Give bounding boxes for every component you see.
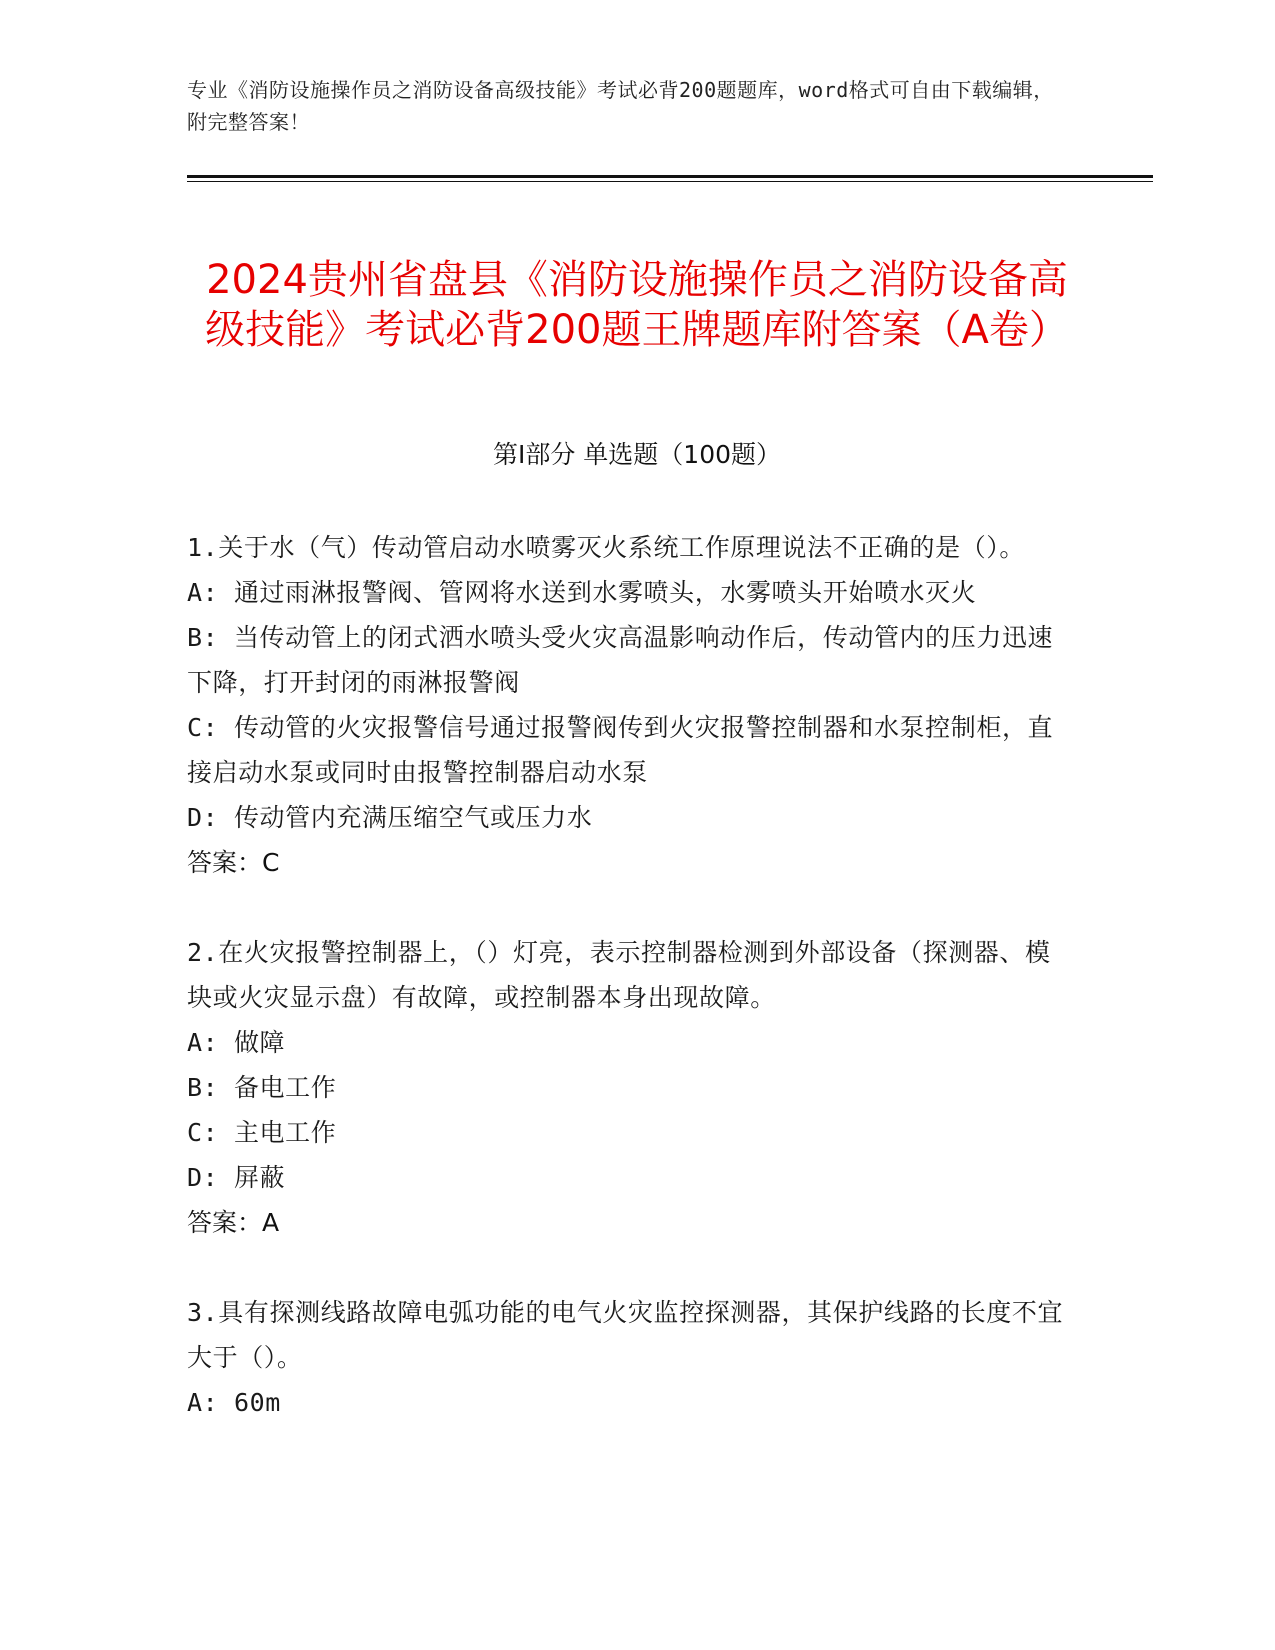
header-note: 专业《消防设施操作员之消防设备高级技能》考试必背200题题库，word格式可自由下载编辑，附完整答案！ xyxy=(187,78,1054,134)
option-b: B: 当传动管上的闭式洒水喷头受火灾高温影响动作后，传动管内的压力迅速下降，打开封闭的雨淋报警阀 xyxy=(187,623,1054,697)
option-a: A: 60m xyxy=(187,1388,281,1417)
header-divider-thick xyxy=(187,175,1153,178)
option-a: A: 做障 xyxy=(187,1028,286,1057)
header-divider-thin xyxy=(187,181,1153,182)
question-1 xyxy=(187,525,1067,885)
option-c: C: 主电工作 xyxy=(187,1118,337,1147)
question-stem: 3.具有探测线路故障电弧功能的电气火灾监控探测器，其保护线路的长度不宜大于（）。 xyxy=(187,1298,1064,1372)
option-a: A: 通过雨淋报警阀、管网将水送到水雾喷头，水雾喷头开始喷水灭火 xyxy=(187,578,977,607)
question-stem: 2.在火灾报警控制器上，（）灯亮，表示控制器检测到外部设备（探测器、模块或火灾显示盘）有故障，或控制器本身出现故障。 xyxy=(187,938,1051,1012)
document-title: 2024贵州省盘县《消防设施操作员之消防设备高级技能》考试必背200题王牌题库附答案（A卷） xyxy=(205,256,1069,353)
answer-line: 答案：C xyxy=(187,848,280,877)
question-stem: 1.关于水（气）传动管启动水喷雾灭火系统工作原理说法不正确的是（）。 xyxy=(187,533,1026,562)
question-2 xyxy=(187,930,1067,1245)
section-heading: 第Ⅰ部分 单选题（100题） xyxy=(492,440,782,469)
question-3 xyxy=(187,1290,1067,1425)
option-c: C: 传动管的火灾报警信号通过报警阀传到火灾报警控制器和水泵控制柜，直接启动水泵或同时由报警控制器启动水泵 xyxy=(187,713,1054,787)
option-b: B: 备电工作 xyxy=(187,1073,337,1102)
option-d: D: 屏蔽 xyxy=(187,1163,286,1192)
question-list xyxy=(187,525,1067,1470)
answer-line: 答案：A xyxy=(187,1208,280,1237)
option-d: D: 传动管内充满压缩空气或压力水 xyxy=(187,803,593,832)
